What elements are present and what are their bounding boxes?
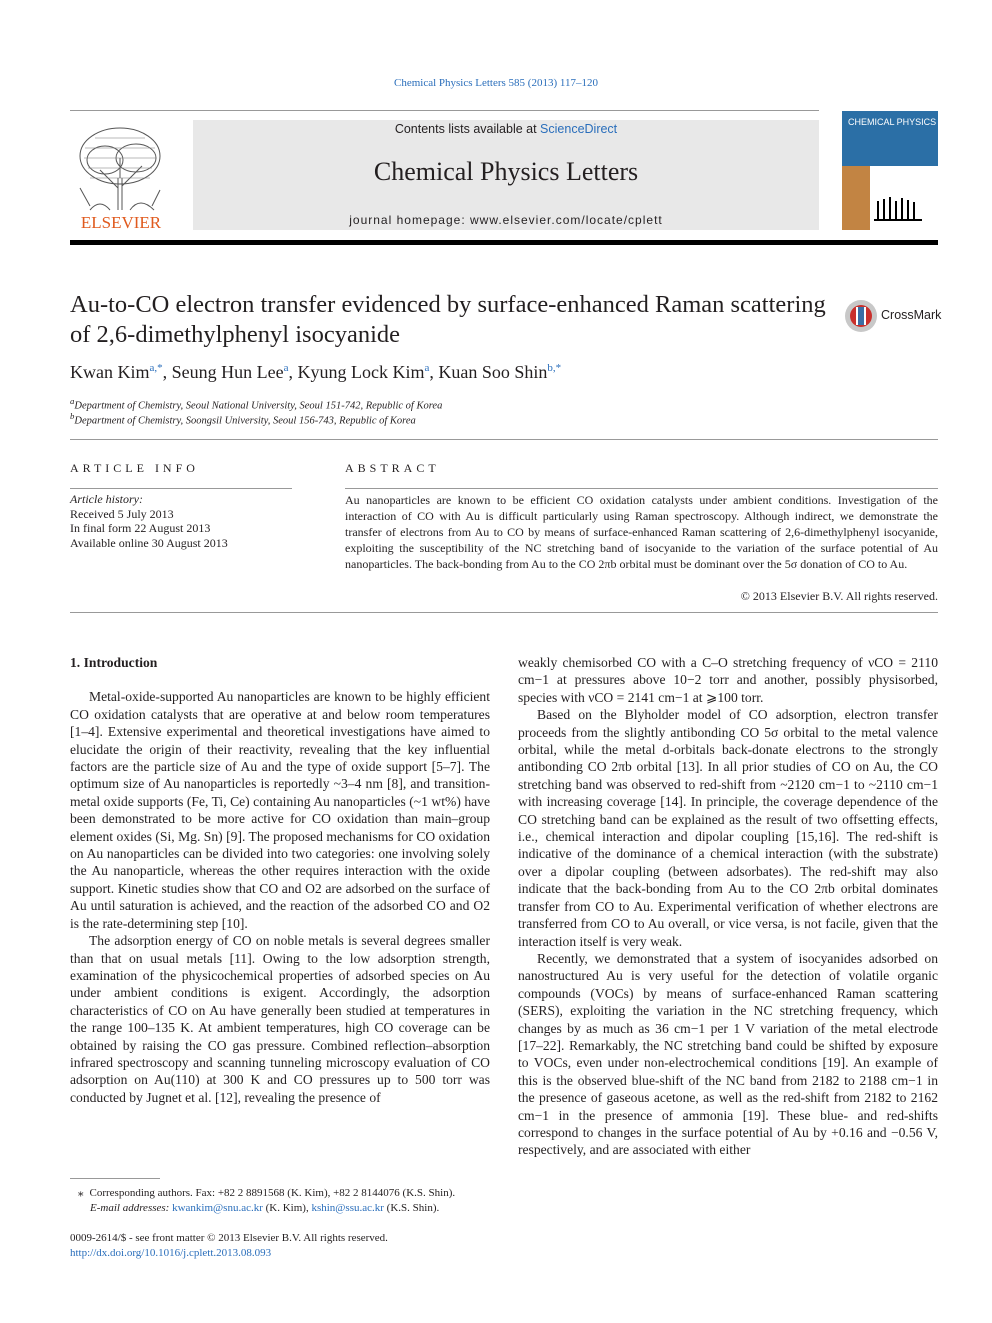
body-column-right <box>518 654 938 1159</box>
journal-cover-art <box>842 111 980 230</box>
history-label: Article history: <box>70 492 143 506</box>
author-name: Kyung Lock Kim <box>297 362 425 382</box>
email-note <box>70 1201 500 1216</box>
email-link-shin[interactable]: kshin@ssu.ac.kr <box>311 1202 384 1214</box>
email-owner: (K.S. Shin). <box>383 1202 440 1214</box>
doi-link[interactable]: http://dx.doi.org/10.1016/j.cplett.2013.08.093 <box>70 1246 272 1259</box>
bottom-matter <box>70 1231 388 1260</box>
header-top-rule <box>70 110 819 111</box>
body-column-left <box>70 654 490 1106</box>
affiliation-b <box>70 411 416 427</box>
email-owner: (K. Kim), <box>262 1202 312 1214</box>
abstract-rule <box>345 488 938 489</box>
author-sup[interactable]: a <box>283 362 289 374</box>
author-list: Kwan Kim$^{a,*}$, Seung Hun Lee$^a$, Kyung Lock Kim$^a$, Kuan Soo Shin$^{b,*}$ <box>70 362 562 382</box>
header-thick-rule <box>70 240 938 245</box>
section-heading: 1. Introduction <box>70 655 158 670</box>
issn-line: 0009-2614/$ - see front matter © 2013 Elsevier B.V. All rights reserved. <box>70 1232 388 1244</box>
elsevier-tree-logo <box>70 118 172 233</box>
affiliation-sup: a <box>70 396 75 406</box>
author-sup[interactable]: a <box>424 362 430 374</box>
abstract-copyright: © 2013 Elsevier B.V. All rights reserved. <box>740 589 938 603</box>
author-sup[interactable]: a,* <box>149 362 163 374</box>
crossmark-icon <box>843 298 879 334</box>
corresponding-note <box>70 1186 500 1201</box>
homepage-url[interactable]: www.elsevier.com/locate/cplett <box>470 213 663 227</box>
body-paragraph: weakly chemisorbed CO with a C–O stretching frequency of νCO = 2110 cm−1 at pressures above 10−2 torr and another, possibly physisorbed, species with νCO = 2141 cm−1 at ⩾100 torr. <box>518 655 938 705</box>
affiliation-a <box>70 396 442 412</box>
contents-line <box>193 122 819 136</box>
corresponding-text: Corresponding authors. Fax: +82 2 8891568 (K. Kim), +82 2 8144076 (K.S. Shin). <box>89 1187 456 1199</box>
abstract-heading: ABSTRACT <box>345 461 440 475</box>
journal-homepage <box>193 213 819 227</box>
author-name: Seung Hun Lee <box>171 362 284 382</box>
sciencedirect-link[interactable]: ScienceDirect <box>540 122 618 136</box>
crossmark-label: CrossMark <box>881 308 942 322</box>
abstract-text: Au nanoparticles are known to be efficient CO oxidation catalysts under ambient conditions. Investigation of the interaction of CO with Au is difficult particularly using Raman spectroscopy. Although indirect, we demonstrate the transfer of electrons from Au to CO by means of surface-enhanced Raman scattering of 2,6-dimethylphenyl isocyanide, exploiting the susceptibility of the NC stretching band of isocyanide to the variation of the surface potential of Au nanoparticles. The back-bonding from Au to the CO 2πb orbital must be dominant over the 5σ donation of CO to Au. <box>345 493 938 571</box>
journal-citation[interactable]: Chemical Physics Letters 585 (2013) 117–120 <box>394 77 598 89</box>
affiliation-text: Department of Chemistry, Seoul National University, Seoul 151-742, Republic of Korea <box>74 400 443 412</box>
body-paragraph: The adsorption energy of CO on noble metals is several degrees smaller than that on usual metals [11]. Owing to the low adsorption strength, examination of the physicochemical properties of adsorbed species on Au under ambient conditions is exigent. Accordingly, the adsorption characteristics of CO on Au have generally been studied at temperatures in the range 100–135 K. At ambient temperatures, high CO coverage can be obtained by raising the CO gas pressure. Combined reflection–absorption infrared spectroscopy and scanning tunneling microscopy evaluation of CO adsorption on Au(110) at 300 K and CO pressures up to 500 torr was conducted by Jugnet et al. [12], revealing the presence of <box>70 933 490 1105</box>
abstract-separator <box>70 612 938 613</box>
author-name: Kuan Soo Shin <box>438 362 548 382</box>
email-link-kim[interactable]: kwankim@snu.ac.kr <box>172 1202 263 1214</box>
homepage-prefix: journal homepage: <box>349 213 470 227</box>
author-sup[interactable]: b,* <box>547 362 562 374</box>
footnote-block <box>70 1186 500 1216</box>
contents-prefix: Contents lists available at <box>394 122 541 136</box>
asterisk-mark: ⁎ <box>78 1187 84 1199</box>
crossmark-badge[interactable] <box>843 298 943 334</box>
final-form-date: In final form 22 August 2013 <box>70 521 211 535</box>
article-history <box>70 492 228 550</box>
article-info-heading: ARTICLE INFO <box>70 461 199 475</box>
cover-title: CHEMICAL PHYSICS LETTERS <box>848 117 980 127</box>
journal-title: Chemical Physics Letters <box>373 157 639 186</box>
body-paragraph: Based on the Blyholder model of CO adsorption, electron transfer proceeds from the slightly antibonding CO 5σ orbital to the metal valence orbital, while the metal d-orbitals back-donate electrons to the strongly antibonding CO 2πb orbital [13]. In all prior studies of CO on Au, the CO stretching band was observed to red-shift from ~2120 cm−1 to ~2110 cm−1 with increasing coverage [14]. In principle, the coverage dependence of the CO stretching band can be explained as the result of two offsetting effects, i.e., chemical interaction and dipolar coupling [15,16]. The red-shift is indicative of the dominance of a chemical interaction (with the substrate) over a dipolar coupling (between adsorbates). The red-shift may also indicate that the back-bonding from Au to the CO 2πb orbital dominates transfer from CO to Au. Experimental verification of whether electrons are transferred from CO to Au overall, or vice versa, is not facile, given that the interaction itself is very weak. <box>518 707 938 949</box>
affiliation-text: Department of Chemistry, Soongsil University, Seoul 156-743, Republic of Korea <box>74 415 416 427</box>
body-paragraph: Recently, we demonstrated that a system of isocyanides adsorbed on nanostructured Au is very useful for the detection of volatile organic compounds (VOCs) by means of surface-enhanced Raman scattering (SERS), exploiting the variation in the NC stretching frequency, which changes by as much as 36 cm−1 per 1 V variation of the metal electrode [17–22]. Remarkably, the NC stretching band could be shifted by exposure to VOCs, even under non-electrochemical conditions [19]. An example of this is the observed blue-shift of the NC band from 2182 to 2188 cm−1 in the presence of gaseous acetone, as well as the red-shift from 2182 to 2162 cm−1 in the presence of ammonia [19]. These blue- and red-shifts correspond to changes in the surface potential of Au by +0.16 and −0.56 V, respectively, and are associated with either <box>518 950 938 1158</box>
email-label: E-mail addresses: <box>90 1202 170 1214</box>
article-info-rule <box>70 488 292 489</box>
footnote-rule <box>70 1178 160 1179</box>
received-date: Received 5 July 2013 <box>70 506 174 521</box>
online-date: Available online 30 August 2013 <box>70 535 228 550</box>
title-separator <box>70 439 938 440</box>
author-name: Kwan Kim <box>70 362 150 382</box>
journal-cover-image <box>842 111 980 230</box>
affiliation-sup: b <box>70 411 75 421</box>
body-paragraph: Metal-oxide-supported Au nanoparticles are known to be highly efficient CO oxidation catalysts that are operative at and below room temperatures [1–4]. Extensive experimental and theoretical investigations have aimed to elucidate the origin of their reactivity, revealing that the key influential factors are the particle size of Au and the type of oxide support [5–7]. The optimum size of Au nanoparticles is reportedly ~3–4 nm [8], and transition-metal oxide supports (Fe, Ti, Ce) containing Au nanoparticles (~1 wt%) have been demonstrated to be more active for CO oxidation than main–group element oxides (Si, Mg. Sn) [9]. The proposed mechanisms for CO oxidation on Au nanoparticles can be divided into two categories: one involving solely the Au nanoparticle, whereas the other requires interaction with the oxide support. Kinetic studies show that CO and O2 are adsorbed on the surface of Au until saturation is achieved, and the reaction of the adsorbed CO and O2 is the rate-determining step [10]. <box>70 689 490 931</box>
article-title: Au-to-CO electron transfer evidenced by surface-enhanced Raman scattering of 2,6-dimethylphenyl isocyanide <box>70 291 826 348</box>
elsevier-wordmark: ELSEVIER <box>80 213 162 232</box>
